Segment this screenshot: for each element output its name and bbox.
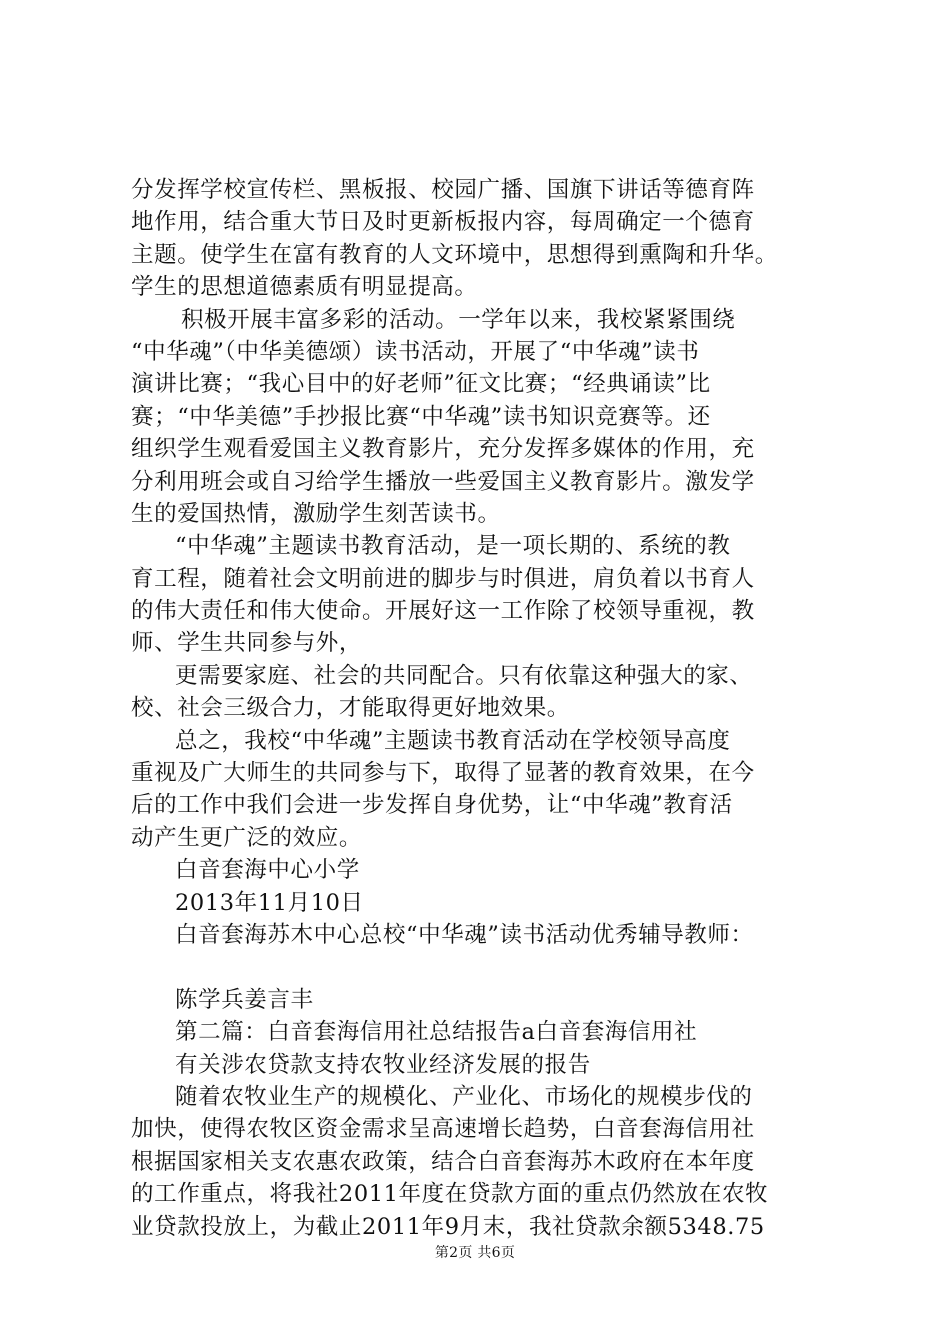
school-name: 白音套海中心小学: [175, 857, 360, 884]
section-heading: 第二篇：白音套海信用社总结报告a白音套海信用社: [175, 1019, 698, 1046]
text-line: 育工程，随着社会文明前进的脚步与时俱进，肩负着以书育人: [131, 565, 755, 592]
text-line: 主题。使学生在富有教育的人文环境中，思想得到熏陶和升华。: [131, 241, 778, 268]
text-line: 的工作重点，将我社2011年度在贷款方面的重点仍然放在农牧: [131, 1181, 769, 1208]
text-line: 后的工作中我们会进一步发挥自身优势，让“中华魂”教育活: [131, 792, 733, 819]
text-line: 更需要家庭、社会的共同配合。只有依靠这种强大的家、: [175, 662, 753, 689]
text-line: 加快，使得农牧区资金需求呈高速增长趋势，白音套海信用社: [131, 1116, 755, 1143]
text-line: 分利用班会或自习给学生播放一些爱国主义教育影片。激发学: [131, 468, 755, 495]
page-number-footer: 第2页 共6页: [434, 1245, 516, 1261]
text-line: 分发挥学校宣传栏、黑板报、校园广播、国旗下讲话等德育阵: [131, 177, 755, 203]
text-line: 重视及广大师生的共同参与下，取得了显著的教育效果，在今: [131, 760, 755, 787]
text-line: 师、学生共同参与外，: [131, 630, 363, 657]
text-line: 的伟大责任和伟大使命。开展好这一工作除了校领导重视，教: [131, 598, 755, 625]
document-body: [131, 174, 841, 1243]
text-line: 组织学生观看爱国主义教育影片，充分发挥多媒体的作用，充: [131, 436, 755, 463]
document-date: 2013年11月10日: [175, 889, 364, 916]
text-line: 动产生更广泛的效应。: [131, 824, 363, 851]
section-subheading: 有关涉农贷款支持农牧业经济发展的报告: [175, 1051, 591, 1078]
blank-line: [131, 951, 841, 983]
text-line: 赛；“中华美德”手抄报比赛“中华魂”读书知识竞赛等。还: [131, 403, 711, 430]
text-line: 总之，我校“中华魂”主题读书教育活动在学校领导高度: [175, 727, 731, 754]
text-line: 积极开展丰富多彩的活动。一学年以来，我校紧紧围绕: [181, 306, 736, 333]
text-line: 校、社会三级合力，才能取得更好地效果。: [131, 695, 570, 722]
text-line: 演讲比赛；“我心目中的好老师”征文比赛；“经典诵读”比: [131, 371, 711, 398]
text-line: 根据国家相关支农惠农政策，结合白音套海苏木政府在本年度: [131, 1148, 755, 1175]
text-line: 生的爱国热情，激励学生刻苦读书。: [131, 500, 501, 527]
text-line: 业贷款投放上，为截止2011年9月末，我社贷款余额5348.75: [131, 1213, 765, 1240]
text-line: 地作用，结合重大节日及时更新板报内容，每周确定一个德育: [131, 209, 755, 236]
text-line: 白音套海苏木中心总校“中华魂”读书活动优秀辅导教师：: [175, 921, 754, 948]
text-line: 随着农牧业生产的规模化、产业化、市场化的规模步伐的: [175, 1083, 753, 1110]
text-line: “中华魂”（中华美德颂）读书活动，开展了“中华魂”读书: [131, 338, 700, 365]
text-line: “中华魂”主题读书教育活动，是一项长期的、系统的教: [175, 533, 731, 560]
teacher-names: 陈学兵姜言丰: [175, 986, 314, 1013]
text-line: 学生的思想道德素质有明显提高。: [131, 274, 478, 301]
